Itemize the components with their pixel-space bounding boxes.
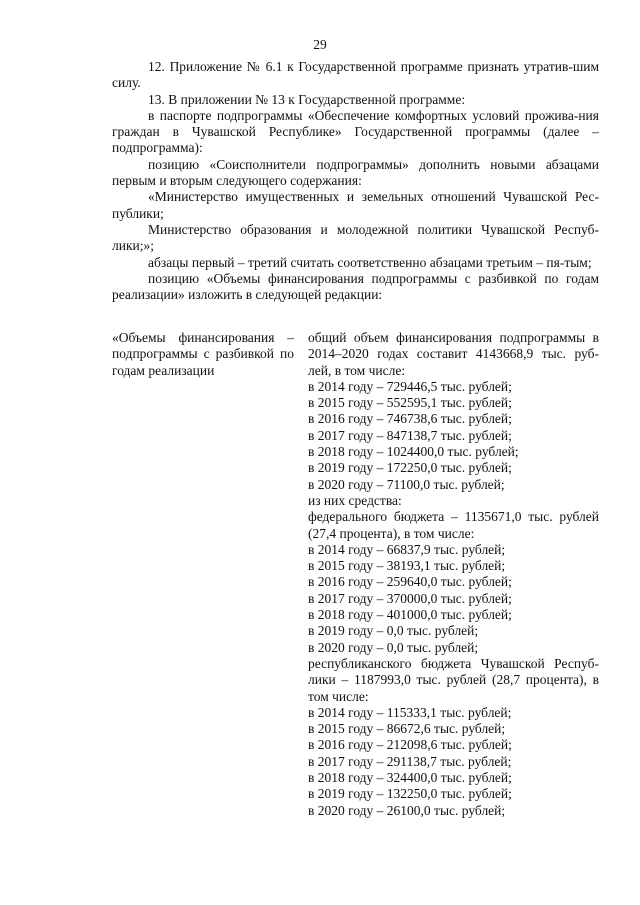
- financing-line: в 2015 году – 86672,6 тыс. рублей;: [308, 721, 506, 737]
- financing-line: в 2020 году – 0,0 тыс. рублей;: [308, 639, 479, 655]
- financing-line: в 2018 году – 401000,0 тыс. рублей;: [308, 607, 512, 623]
- financing-line: в 2017 году – 291138,7 тыс. рублей;: [308, 753, 512, 769]
- financing-line: 2014–2020 годах составит 4143668,9 тыс. руб-: [308, 346, 599, 362]
- financing-line: в 2016 году – 212098,6 тыс. рублей;: [308, 737, 512, 753]
- financing-line: том числе:: [308, 688, 369, 704]
- paragraph-item-13: 13. В приложении № 13 к Государственной программе:: [148, 91, 466, 107]
- financing-line: в 2017 году – 847138,7 тыс. рублей;: [308, 427, 512, 443]
- paragraph-passport: в паспорте подпрограммы «Обеспечение комфортных условий прожива-ния граждан в Чувашской Республике» Государственной программы (далее – подпрограмма):: [112, 107, 599, 156]
- financing-line: в 2019 году – 0,0 тыс. рублей;: [308, 623, 479, 639]
- paragraph-financing-position: позицию «Объемы финансирования подпрограммы с разбивкой по годам реализации» изложить в следующей редакции:: [112, 270, 599, 303]
- financing-line: в 2016 году – 746738,6 тыс. рублей;: [308, 411, 512, 427]
- financing-line: в 2018 году – 1024400,0 тыс. рублей;: [308, 444, 519, 460]
- financing-line: в 2015 году – 38193,1 тыс. рублей;: [308, 558, 506, 574]
- paragraph-ministry-education: Министерство образования и молодежной политики Чувашской Респуб-лики;»;: [112, 221, 599, 254]
- financing-table-values: [308, 330, 599, 819]
- financing-line: в 2020 году – 71100,0 тыс. рублей;: [308, 476, 505, 492]
- financing-line: лей, в том числе:: [308, 362, 406, 378]
- financing-line: в 2016 году – 259640,0 тыс. рублей;: [308, 574, 512, 590]
- financing-line: в 2015 году – 552595,1 тыс. рублей;: [308, 395, 512, 411]
- financing-line: в 2014 году – 729446,5 тыс. рублей;: [308, 378, 512, 394]
- financing-line: в 2018 году – 324400,0 тыс. рублей;: [308, 770, 512, 786]
- financing-line: (27,4 процента), в том числе:: [308, 525, 475, 541]
- document-body: [112, 59, 599, 303]
- financing-line: в 2019 году – 132250,0 тыс. рублей;: [308, 786, 512, 802]
- financing-line: в 2014 году – 115333,1 тыс. рублей;: [308, 704, 512, 720]
- paragraph-ministry-property: «Министерство имущественных и земельных отношений Чувашской Рес-публики;: [112, 189, 599, 221]
- financing-line: в 2019 году – 172250,0 тыс. рублей;: [308, 460, 512, 476]
- financing-line: в 2017 году – 370000,0 тыс. рублей;: [308, 590, 512, 606]
- financing-line: общий объем финансирования подпрограммы в: [308, 330, 599, 345]
- financing-line: в 2020 году – 26100,0 тыс. рублей;: [308, 802, 506, 818]
- financing-line: федерального бюджета – 1135671,0 тыс. рублей: [308, 509, 599, 525]
- paragraph-coexecutors: позицию «Соисполнители подпрограммы» дополнить новыми абзацами первым и вторым следующего содержания:: [112, 156, 599, 189]
- financing-line: из них средства:: [308, 492, 402, 508]
- paragraph-renumber: абзацы первый – третий считать соответственно абзацами третьим – пя-тым;: [148, 254, 592, 270]
- financing-table-label: «Объемы финансирования – подпрограммы с разбивкой по годам реализации: [112, 330, 294, 378]
- financing-line: в 2014 году – 66837,9 тыс. рублей;: [308, 541, 506, 557]
- financing-line: республиканского бюджета Чувашской Респуб-: [308, 655, 599, 671]
- paragraph-item-12: 12. Приложение № 6.1 к Государственной программе признать утратив-шим силу.: [112, 59, 599, 91]
- financing-line: лики – 1187993,0 тыс. рублей (28,7 процента), в: [308, 672, 599, 688]
- page-number: 29: [313, 37, 327, 52]
- financing-table: [112, 330, 599, 819]
